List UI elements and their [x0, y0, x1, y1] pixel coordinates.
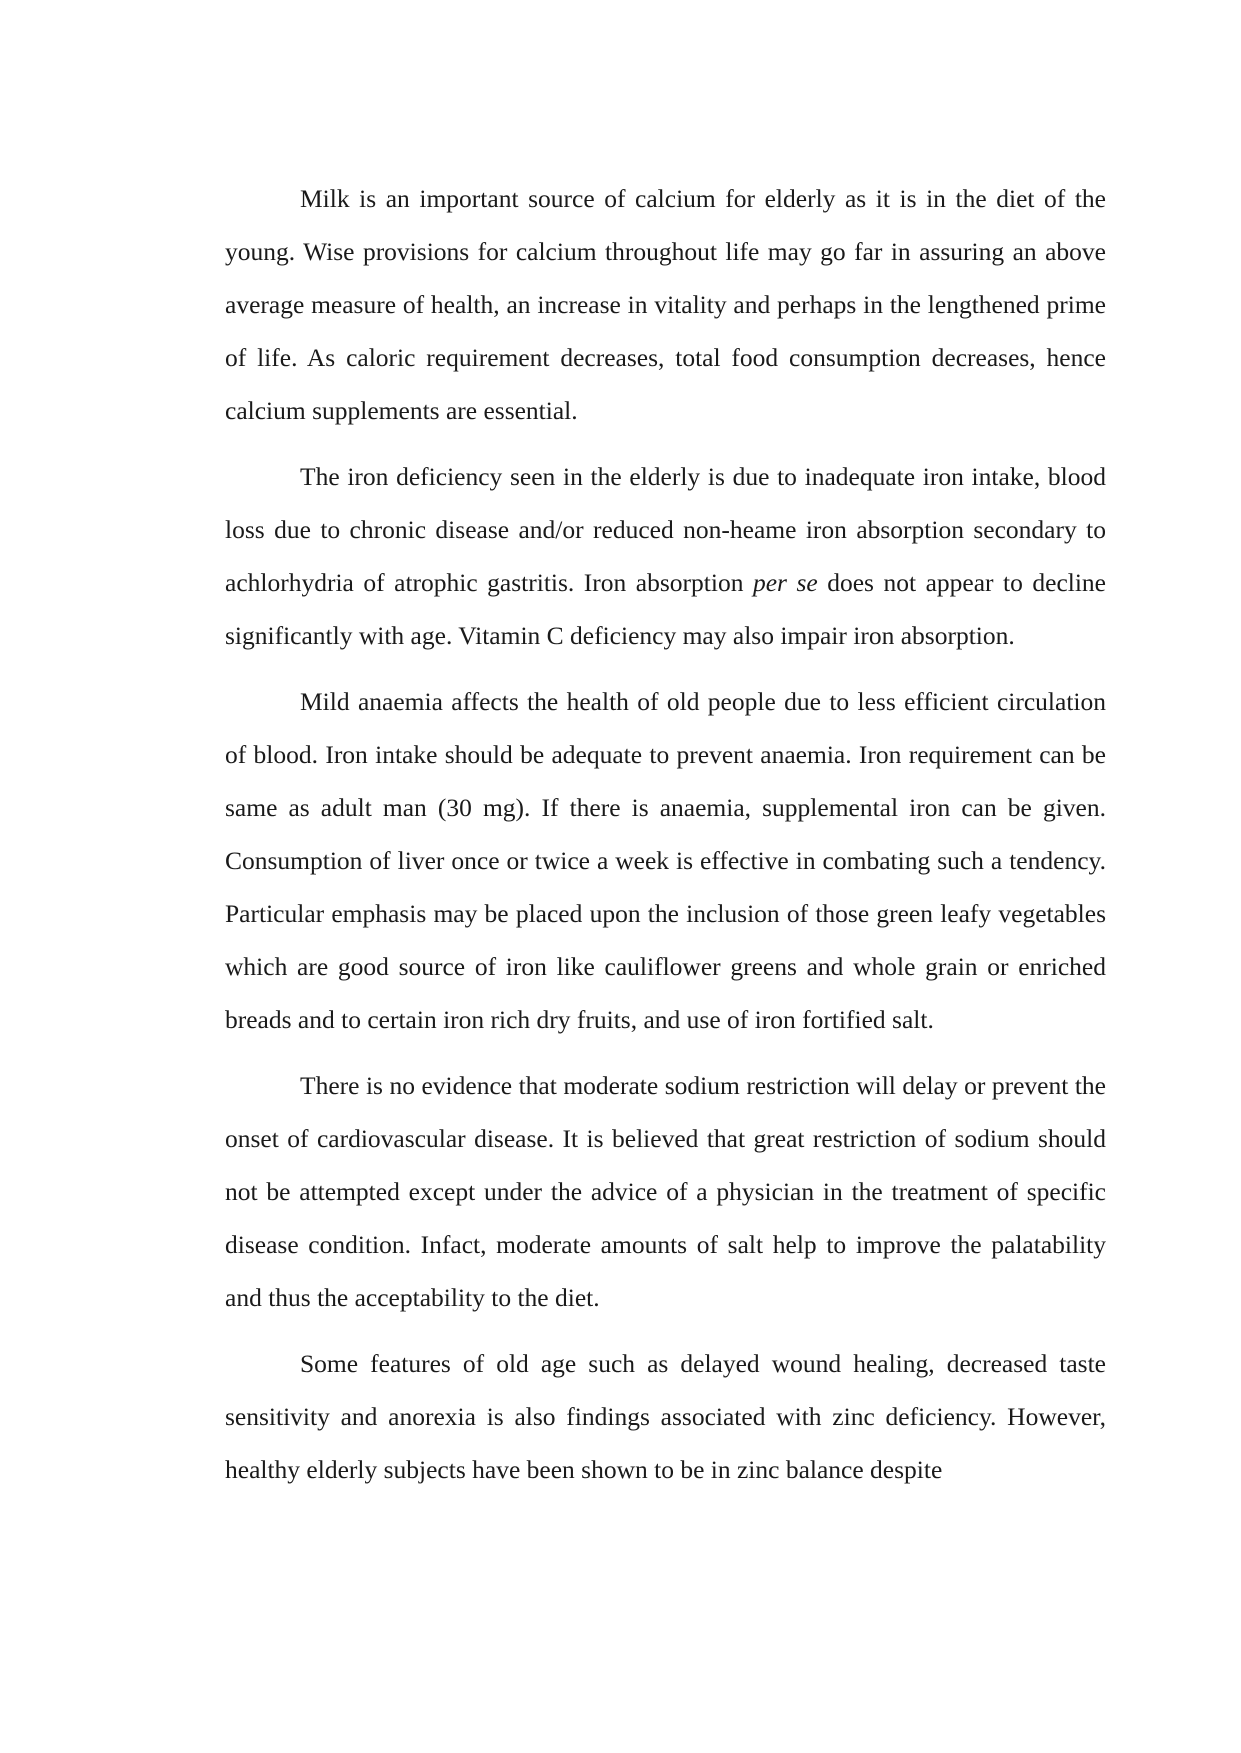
italic-term: per se [752, 568, 818, 597]
document-page [225, 172, 1106, 1509]
paragraph-zinc [225, 1337, 1106, 1496]
paragraph-text: The iron deficiency seen in the elderly is due to inadequate iron intake, blood loss due to chronic disease and/or reduced non-heame iron absorption secondary to achlorhydria of atrophic gastritis. Iron absorption [225, 462, 1106, 597]
paragraph-anaemia [225, 675, 1106, 1046]
paragraph-text: There is no evidence that moderate sodium restriction will delay or prevent the onset of cardiovascular disease. It is believed that great restriction of sodium should not be attempted except under the advice of a physician in the treatment of specific disease condition. Infact, moderate amounts of salt help to improve the palatability and thus the acceptability to the diet. [225, 1071, 1106, 1312]
paragraph-iron-deficiency [225, 450, 1106, 662]
paragraph-text: Milk is an important source of calcium for elderly as it is in the diet of the young. Wise provisions for calcium throughout life may go far in assuring an above average measure of health, an increase in vitality and perhaps in the lengthened prime of life. As caloric requirement decreases, total food consumption decreases, hence calcium supplements are essential. [225, 184, 1106, 425]
paragraph-text: Mild anaemia affects the health of old people due to less efficient circulation of blood. Iron intake should be adequate to prevent anaemia. Iron requirement can be same as adult man (30 mg). If there is anaemia, supplemental iron can be given. Consumption of liver once or twice a week is effective in combating such a tendency. Particular emphasis may be placed upon the inclusion of those green leafy vegetables which are good source of iron like cauliflower greens and whole grain or enriched breads and to certain iron rich dry fruits, and use of iron fortified salt. [225, 687, 1106, 1034]
paragraph-sodium [225, 1059, 1106, 1324]
paragraph-text: does not appear to decline significantly with age. Vitamin C deficiency may also impair iron absorption. [225, 568, 1107, 650]
paragraph-calcium [225, 172, 1106, 437]
paragraph-text: Some features of old age such as delayed wound healing, decreased taste sensitivity and anorexia is also findings associated with zinc deficiency. However, healthy elderly subjects have been shown to be in zinc balance despite [225, 1349, 1106, 1484]
